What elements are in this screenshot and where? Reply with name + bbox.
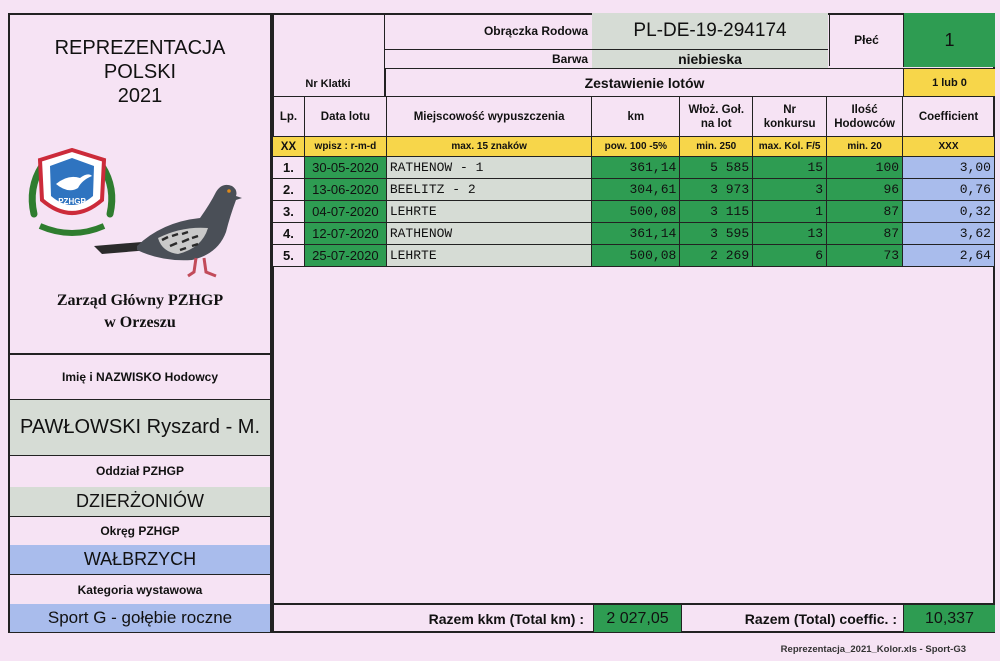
hint-place: max. 15 znaków [386,137,592,157]
hint-birds: min. 250 [680,137,753,157]
branch-value: DZIERŻONIÓW [10,487,270,516]
breeder-label: Imię i NAZWISKO Hodowcy [61,370,218,384]
cell-birds: 3 973 [680,179,753,201]
cell-coef: 3,00 [903,157,995,179]
col-birds-line-1: Włoż. Goł. [688,103,745,116]
color-value: niebieska [592,50,828,68]
cage-label: Nr Klatki [305,78,351,90]
hint-km: pow. 100 -5% [592,137,680,157]
flights-table [272,96,995,267]
col-coef: Coefficient [903,97,995,137]
district-label: Okręg PZHGP [10,516,270,545]
total-coef-label: Razem (Total) coeffic. : [744,610,897,627]
cell-place: RATHENOW [386,223,592,245]
cell-breeders: 96 [827,179,903,201]
cell-place: LEHRTE [386,245,592,267]
breeder-name: PAWŁOWSKI Ryszard - M. [10,399,270,456]
cell-place: LEHRTE [386,201,592,223]
hint-coef: XXX [903,137,995,157]
cell-birds: 3 595 [680,223,753,245]
pigeon-illustration [92,176,252,282]
flight-row [273,223,995,245]
total-km-value: 2 027,05 [593,605,682,632]
col-place: Miejscowość wypuszczenia [386,97,592,137]
cell-breeders: 73 [827,245,903,267]
cell-lp: 2. [273,179,305,201]
flight-row [273,245,995,267]
flight-row [273,179,995,201]
ring-value: PL-DE-19-294174 [592,13,828,49]
cell-lp: 4. [273,223,305,245]
left-divider [8,353,272,355]
hint-breeders: min. 20 [827,137,903,157]
cell-birds: 3 115 [680,201,753,223]
category-value: Sport G - gołębie roczne [10,604,270,632]
ring-label: Obrączka Rodowa [483,24,588,38]
cell-date: 13-06-2020 [304,179,386,201]
cell-date: 04-07-2020 [304,201,386,223]
board-line-2: w Orzeszu [104,314,176,331]
cell-km: 361,14 [592,157,680,179]
col-km: km [592,97,680,137]
cell-contest: 6 [753,245,827,267]
footer-filename: Reprezentacja_2021_Kolor.xls - Sport-G3 [780,644,966,655]
cell-km: 500,08 [592,201,680,223]
flight-row [273,201,995,223]
col-date: Data lotu [304,97,386,137]
cell-km: 304,61 [592,179,680,201]
cell-coef: 0,32 [903,201,995,223]
cell-breeders: 87 [827,201,903,223]
cell-lp: 3. [273,201,305,223]
flight-rows [273,157,995,267]
total-coef-value: 10,337 [903,605,995,632]
title-line-1: REPREZENTACJA [54,37,226,59]
board-line-1: Zarząd Główny PZHGP [56,292,224,309]
sex-value: 1 [903,13,995,67]
cell-place: RATHENOW - 1 [386,157,592,179]
cell-km: 361,14 [592,223,680,245]
col-breeders-line-2: Hodowców [834,117,895,130]
col-birds-line-2: na lot [700,117,732,130]
cell-date: 30-05-2020 [304,157,386,179]
cell-km: 500,08 [592,245,680,267]
branch-label: Oddział PZHGP [95,464,184,478]
col-contest-line-1: Nr [783,103,797,116]
cell-place: BEELITZ - 2 [386,179,592,201]
cell-breeders: 100 [827,157,903,179]
title-year: 2021 [117,85,163,107]
cell-contest: 15 [753,157,827,179]
hint-contest: max. Kol. F/5 [753,137,827,157]
total-km-label: Razem kkm (Total km) : [428,610,584,627]
cage-cell [272,13,385,97]
cell-date: 12-07-2020 [304,223,386,245]
hint-lp: XX [273,137,305,157]
cell-contest: 1 [753,201,827,223]
cell-coef: 3,62 [903,223,995,245]
color-label: Barwa [551,52,588,66]
column-header-row [273,97,995,137]
hint-row [273,137,995,157]
hint-date: wpisz : r-m-d [304,137,386,157]
header-line-1 [385,49,828,50]
cell-breeders: 87 [827,223,903,245]
cell-birds: 5 585 [680,157,753,179]
cell-coef: 2,64 [903,245,995,267]
cell-coef: 0,76 [903,179,995,201]
category-label: Kategoria wystawowa [10,574,270,604]
district-value: WAŁBRZYCH [10,545,270,574]
cell-contest: 3 [753,179,827,201]
cell-lp: 1. [273,157,305,179]
logo-text: PZHGP [58,197,86,206]
col-contest-line-2: konkursu [763,117,816,130]
report-title [10,36,270,108]
col-breeders [827,97,903,137]
cell-lp: 5. [273,245,305,267]
board-name [10,290,270,334]
title-line-2: POLSKI [103,61,177,83]
cell-contest: 13 [753,223,827,245]
col-lp: Lp. [273,97,305,137]
col-breeders-line-1: Ilość [851,103,878,116]
cell-birds: 2 269 [680,245,753,267]
sex-hint: 1 lub 0 [904,68,995,96]
summary-title: Zestawienie lotów [385,68,904,97]
col-contest [753,97,827,137]
sex-label: Płeć [829,14,903,66]
flight-row [273,157,995,179]
cell-date: 25-07-2020 [304,245,386,267]
col-birds [680,97,753,137]
